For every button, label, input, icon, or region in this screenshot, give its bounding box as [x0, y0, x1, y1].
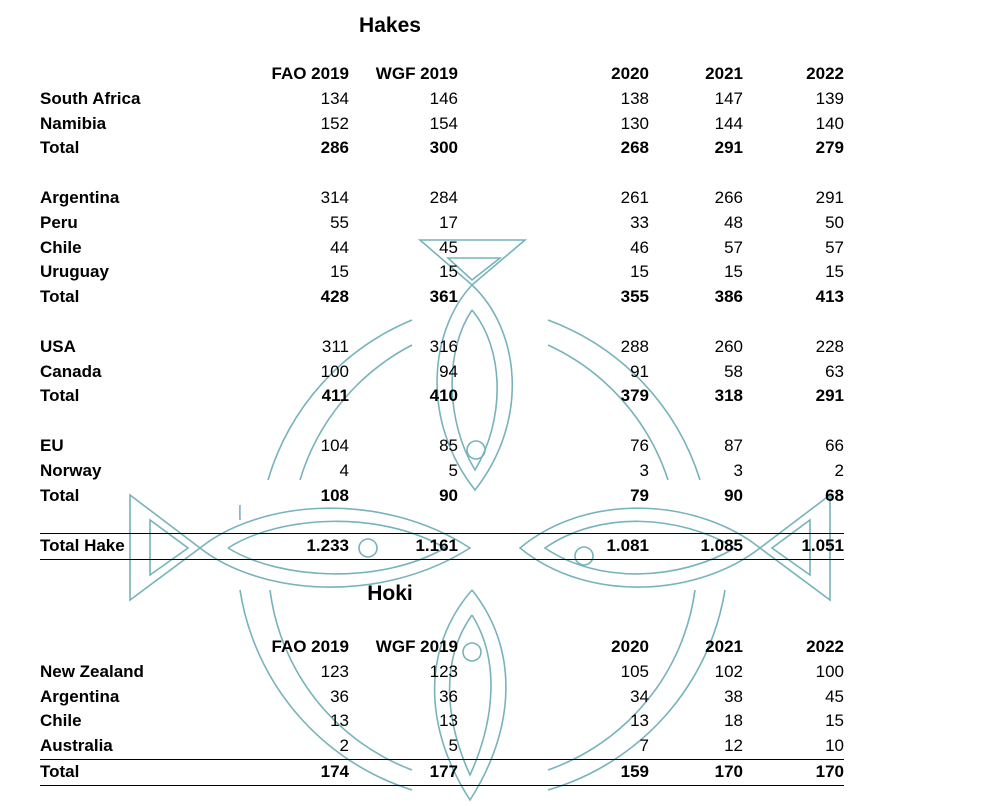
value-cell: 104	[320, 435, 349, 455]
header-cell	[40, 62, 180, 87]
value-cell: 13	[330, 711, 349, 731]
table-row	[40, 211, 844, 236]
subtotal-row	[40, 484, 844, 509]
value-cell: 45	[439, 237, 458, 257]
value-cell: 123	[320, 661, 349, 681]
value-cell: 288	[620, 336, 649, 356]
table-row	[40, 734, 844, 759]
value-cell: 2	[834, 460, 844, 480]
value-cell: 413	[815, 287, 844, 307]
value-cell: 1.233	[180, 534, 349, 560]
table-row	[40, 236, 844, 261]
table-row	[40, 660, 844, 685]
value-cell: 144	[714, 113, 743, 133]
value-cell: 134	[320, 88, 349, 108]
value-cell: 159	[458, 759, 649, 785]
value-cell: 279	[815, 138, 844, 158]
hakes-title: Hakes	[359, 14, 421, 37]
value-cell: 286	[320, 138, 349, 158]
hoki-header-row	[40, 635, 844, 660]
value-cell: 12	[724, 736, 743, 756]
value-cell: 316	[429, 336, 458, 356]
subtotal-row	[40, 136, 844, 161]
value-cell: 1.161	[349, 534, 458, 560]
value-cell: 44	[330, 237, 349, 257]
hakes-table	[40, 62, 844, 560]
value-cell: 140	[815, 113, 844, 133]
value-cell: 36	[330, 686, 349, 706]
header-cell: 2021	[705, 64, 743, 83]
hakes-header-row	[40, 62, 844, 87]
table-row	[40, 112, 844, 137]
value-cell: 33	[630, 212, 649, 232]
value-cell: 291	[714, 138, 743, 158]
value-cell: 3	[639, 460, 649, 480]
table-row	[40, 685, 844, 710]
value-cell: 13	[630, 711, 649, 731]
value-cell: 91	[630, 361, 649, 381]
value-cell: 291	[815, 386, 844, 406]
value-cell: 100	[320, 361, 349, 381]
value-cell: 228	[815, 336, 844, 356]
value-cell: 361	[429, 287, 458, 307]
value-cell: 102	[714, 661, 743, 681]
header-cell	[40, 635, 180, 660]
value-cell: 15	[825, 262, 844, 282]
value-cell: 94	[439, 361, 458, 381]
value-cell: 1.051	[743, 534, 844, 560]
value-cell: 177	[349, 759, 458, 785]
row-label: Total	[40, 138, 80, 158]
value-cell: 3	[733, 460, 743, 480]
header-cell: FAO 2019	[271, 637, 349, 656]
value-cell: 79	[630, 485, 649, 505]
subtotal-row	[40, 285, 844, 310]
value-cell: 15	[724, 262, 743, 282]
value-cell: 105	[620, 661, 649, 681]
value-cell: 138	[620, 88, 649, 108]
value-cell: 147	[714, 88, 743, 108]
header-cell: WGF 2019	[375, 637, 458, 656]
value-cell: 57	[724, 237, 743, 257]
row-label: Total	[40, 485, 80, 505]
value-cell: 18	[724, 711, 743, 731]
value-cell: 10	[825, 736, 844, 756]
value-cell: 411	[321, 386, 349, 406]
value-cell: 1.081	[458, 534, 649, 560]
header-cell: 2020	[611, 64, 649, 83]
value-cell: 261	[620, 187, 649, 207]
value-cell: 15	[330, 262, 349, 282]
row-label: Argentina	[40, 187, 120, 207]
value-cell: 7	[639, 736, 649, 756]
value-cell: 5	[448, 460, 458, 480]
row-label: Total	[40, 287, 80, 307]
value-cell: 15	[439, 262, 458, 282]
grand-total-row	[40, 534, 844, 560]
value-cell: 15	[630, 262, 649, 282]
value-cell: 260	[714, 336, 743, 356]
value-cell: 108	[320, 485, 349, 505]
value-cell: 85	[439, 435, 458, 455]
value-cell: 314	[320, 187, 349, 207]
subtotal-row	[40, 384, 844, 409]
value-cell: 100	[815, 661, 844, 681]
value-cell: 386	[714, 287, 743, 307]
value-cell: 66	[825, 435, 844, 455]
hoki-title: Hoki	[367, 582, 413, 605]
table-row	[40, 709, 844, 734]
value-cell: 154	[429, 113, 458, 133]
header-cell: 2020	[611, 637, 649, 656]
row-label: Uruguay	[40, 262, 109, 282]
value-cell: 146	[429, 88, 458, 108]
value-cell: 170	[649, 759, 743, 785]
header-cell: 2022	[806, 64, 844, 83]
row-label: USA	[40, 336, 76, 356]
value-cell: 55	[330, 212, 349, 232]
row-label: Argentina	[40, 686, 120, 706]
value-cell: 58	[724, 361, 743, 381]
value-cell: 50	[825, 212, 844, 232]
row-label: Total	[40, 759, 180, 785]
header-cell: WGF 2019	[375, 64, 458, 83]
row-label: Australia	[40, 736, 113, 756]
value-cell: 123	[429, 661, 458, 681]
value-cell: 291	[815, 187, 844, 207]
row-label: Namibia	[40, 113, 107, 133]
spacer-row	[40, 508, 844, 533]
spacer-row	[40, 161, 844, 186]
row-label: Norway	[40, 460, 102, 480]
row-label: South Africa	[40, 88, 141, 108]
value-cell: 139	[815, 88, 844, 108]
row-label: Peru	[40, 212, 78, 232]
header-cell: 2021	[705, 637, 743, 656]
value-cell: 379	[620, 386, 649, 406]
value-cell: 268	[620, 138, 649, 158]
value-cell: 355	[620, 287, 649, 307]
value-cell: 410	[429, 386, 458, 406]
table-row	[40, 434, 844, 459]
value-cell: 300	[429, 138, 458, 158]
value-cell: 90	[724, 485, 743, 505]
row-label: New Zealand	[40, 661, 144, 681]
value-cell: 63	[825, 361, 844, 381]
value-cell: 4	[339, 460, 349, 480]
table-row	[40, 260, 844, 285]
value-cell: 17	[439, 212, 458, 232]
value-cell: 76	[630, 435, 649, 455]
row-label: Total	[40, 386, 80, 406]
value-cell: 284	[429, 187, 458, 207]
value-cell: 152	[320, 113, 349, 133]
row-label: EU	[40, 435, 64, 455]
value-cell: 428	[320, 287, 349, 307]
hoki-table	[40, 635, 844, 786]
row-label: Chile	[40, 237, 82, 257]
table-row	[40, 186, 844, 211]
header-cell: FAO 2019	[271, 64, 349, 83]
value-cell: 266	[714, 187, 743, 207]
value-cell: 130	[620, 113, 649, 133]
row-label: Total Hake	[40, 534, 180, 560]
value-cell: 34	[630, 686, 649, 706]
total-row	[40, 759, 844, 785]
value-cell: 68	[825, 485, 844, 505]
value-cell: 174	[180, 759, 349, 785]
value-cell: 90	[439, 485, 458, 505]
value-cell: 46	[630, 237, 649, 257]
value-cell: 13	[439, 711, 458, 731]
table-row	[40, 360, 844, 385]
table-row	[40, 459, 844, 484]
value-cell: 57	[825, 237, 844, 257]
value-cell: 311	[321, 336, 349, 356]
spacer-row	[40, 409, 844, 434]
value-cell: 1.085	[649, 534, 743, 560]
table-row	[40, 335, 844, 360]
row-label: Canada	[40, 361, 102, 381]
value-cell: 45	[825, 686, 844, 706]
value-cell: 170	[743, 759, 844, 785]
value-cell: 36	[439, 686, 458, 706]
value-cell: 87	[724, 435, 743, 455]
value-cell: 15	[825, 711, 844, 731]
row-label: Chile	[40, 711, 82, 731]
value-cell: 38	[724, 686, 743, 706]
header-cell: 2022	[806, 637, 844, 656]
value-cell: 318	[714, 386, 743, 406]
value-cell: 5	[448, 736, 458, 756]
spacer-row	[40, 310, 844, 335]
value-cell: 48	[724, 212, 743, 232]
table-row	[40, 87, 844, 112]
value-cell: 2	[339, 736, 349, 756]
